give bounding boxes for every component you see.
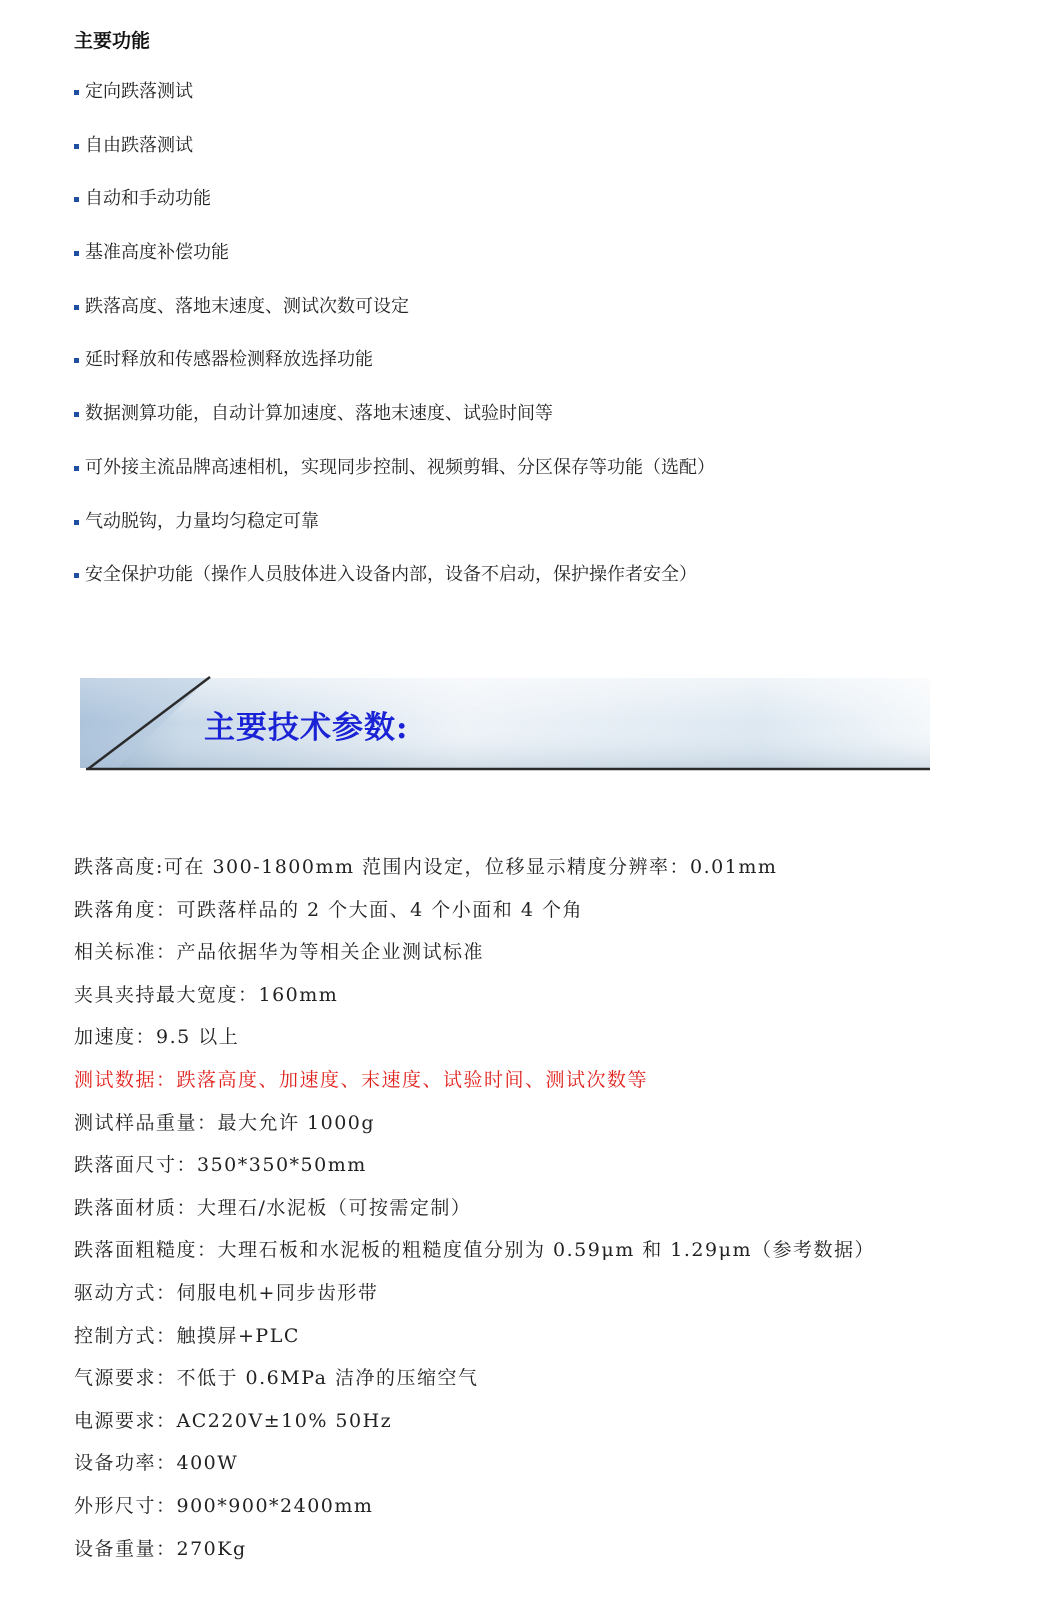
feature-text: 延时释放和传感器检测释放选择功能 [85,349,373,371]
feature-item [74,132,715,186]
param-row: 跌落角度：可跌落样品的 2 个大面、4 个小面和 4 个角 [74,898,583,921]
param-row: 跌落高度:可在 300-1800mm 范围内设定，位移显示精度分辨率：0.01mm [74,856,778,878]
param-row: 气源要求：不低于 0.6MPa 洁净的压缩空气 [74,1367,479,1390]
bullet-icon [74,573,79,578]
feature-item [74,454,715,508]
param-row: 跌落面尺寸：350*350*50mm [74,1154,367,1177]
param-row: 夹具夹持最大宽度：160mm [74,983,339,1006]
param-row: 跌落面材质：大理石/水泥板（可按需定制） [74,1196,472,1219]
param-row: 电源要求：AC220V±10% 50Hz [74,1409,393,1432]
feature-text: 自动和手动功能 [85,188,211,210]
param-row: 测试样品重量：最大允许 1000g [74,1111,376,1134]
param-row: 控制方式：触摸屏+PLC [74,1324,300,1347]
feature-item [74,508,715,562]
bullet-icon [74,144,79,149]
param-row: 加速度：9.5 以上 [74,1026,240,1049]
feature-text: 自由跌落测试 [85,134,193,156]
feature-text: 定向跌落测试 [85,81,193,102]
param-row: 驱动方式：伺服电机+同步齿形带 [74,1281,379,1304]
banner-title: 主要技术参数: [204,710,409,746]
feature-text: 气动脱钩，力量均匀稳定可靠 [85,510,319,532]
feature-item [74,185,715,239]
bullet-icon [74,466,79,471]
param-row: 设备功率：400W [74,1452,239,1475]
bullet-icon [74,412,79,417]
feature-text: 可外接主流品牌高速相机，实现同步控制、视频剪辑、分区保存等功能（选配） [85,456,715,478]
bullet-icon [74,197,79,202]
tech-params-banner [80,676,932,774]
param-row-highlighted: 测试数据：跌落高度、加速度、末速度、试验时间、测试次数等 [74,1068,649,1091]
bullet-icon [74,305,79,310]
param-row: 相关标准：产品依据华为等相关企业测试标准 [74,941,485,964]
feature-text: 跌落高度、落地末速度、测试次数可设定 [85,295,409,317]
param-row: 跌落面粗糙度：大理石板和水泥板的粗糙度值分别为 0.59μm 和 1.29μm（参考数据） [74,1239,875,1262]
feature-item [74,239,715,293]
feature-list [74,78,715,615]
bullet-icon [74,251,79,256]
feature-text: 安全保护功能（操作人员肢体进入设备内部，设备不启动，保护操作者安全） [85,564,697,586]
feature-item [74,400,715,454]
feature-item [74,346,715,400]
bullet-icon [74,358,79,363]
tech-params-list [74,848,875,1572]
section-title: 主要功能 [74,30,151,52]
feature-item [74,293,715,347]
param-row: 设备重量：270Kg [74,1537,247,1560]
feature-text: 基准高度补偿功能 [85,242,229,264]
feature-item [74,78,715,132]
feature-text: 数据测算功能，自动计算加速度、落地末速度、试验时间等 [85,403,553,425]
feature-item [74,561,715,615]
bullet-icon [74,520,79,525]
param-row: 外形尺寸：900*900*2400mm [74,1494,374,1517]
bullet-icon [74,90,79,95]
